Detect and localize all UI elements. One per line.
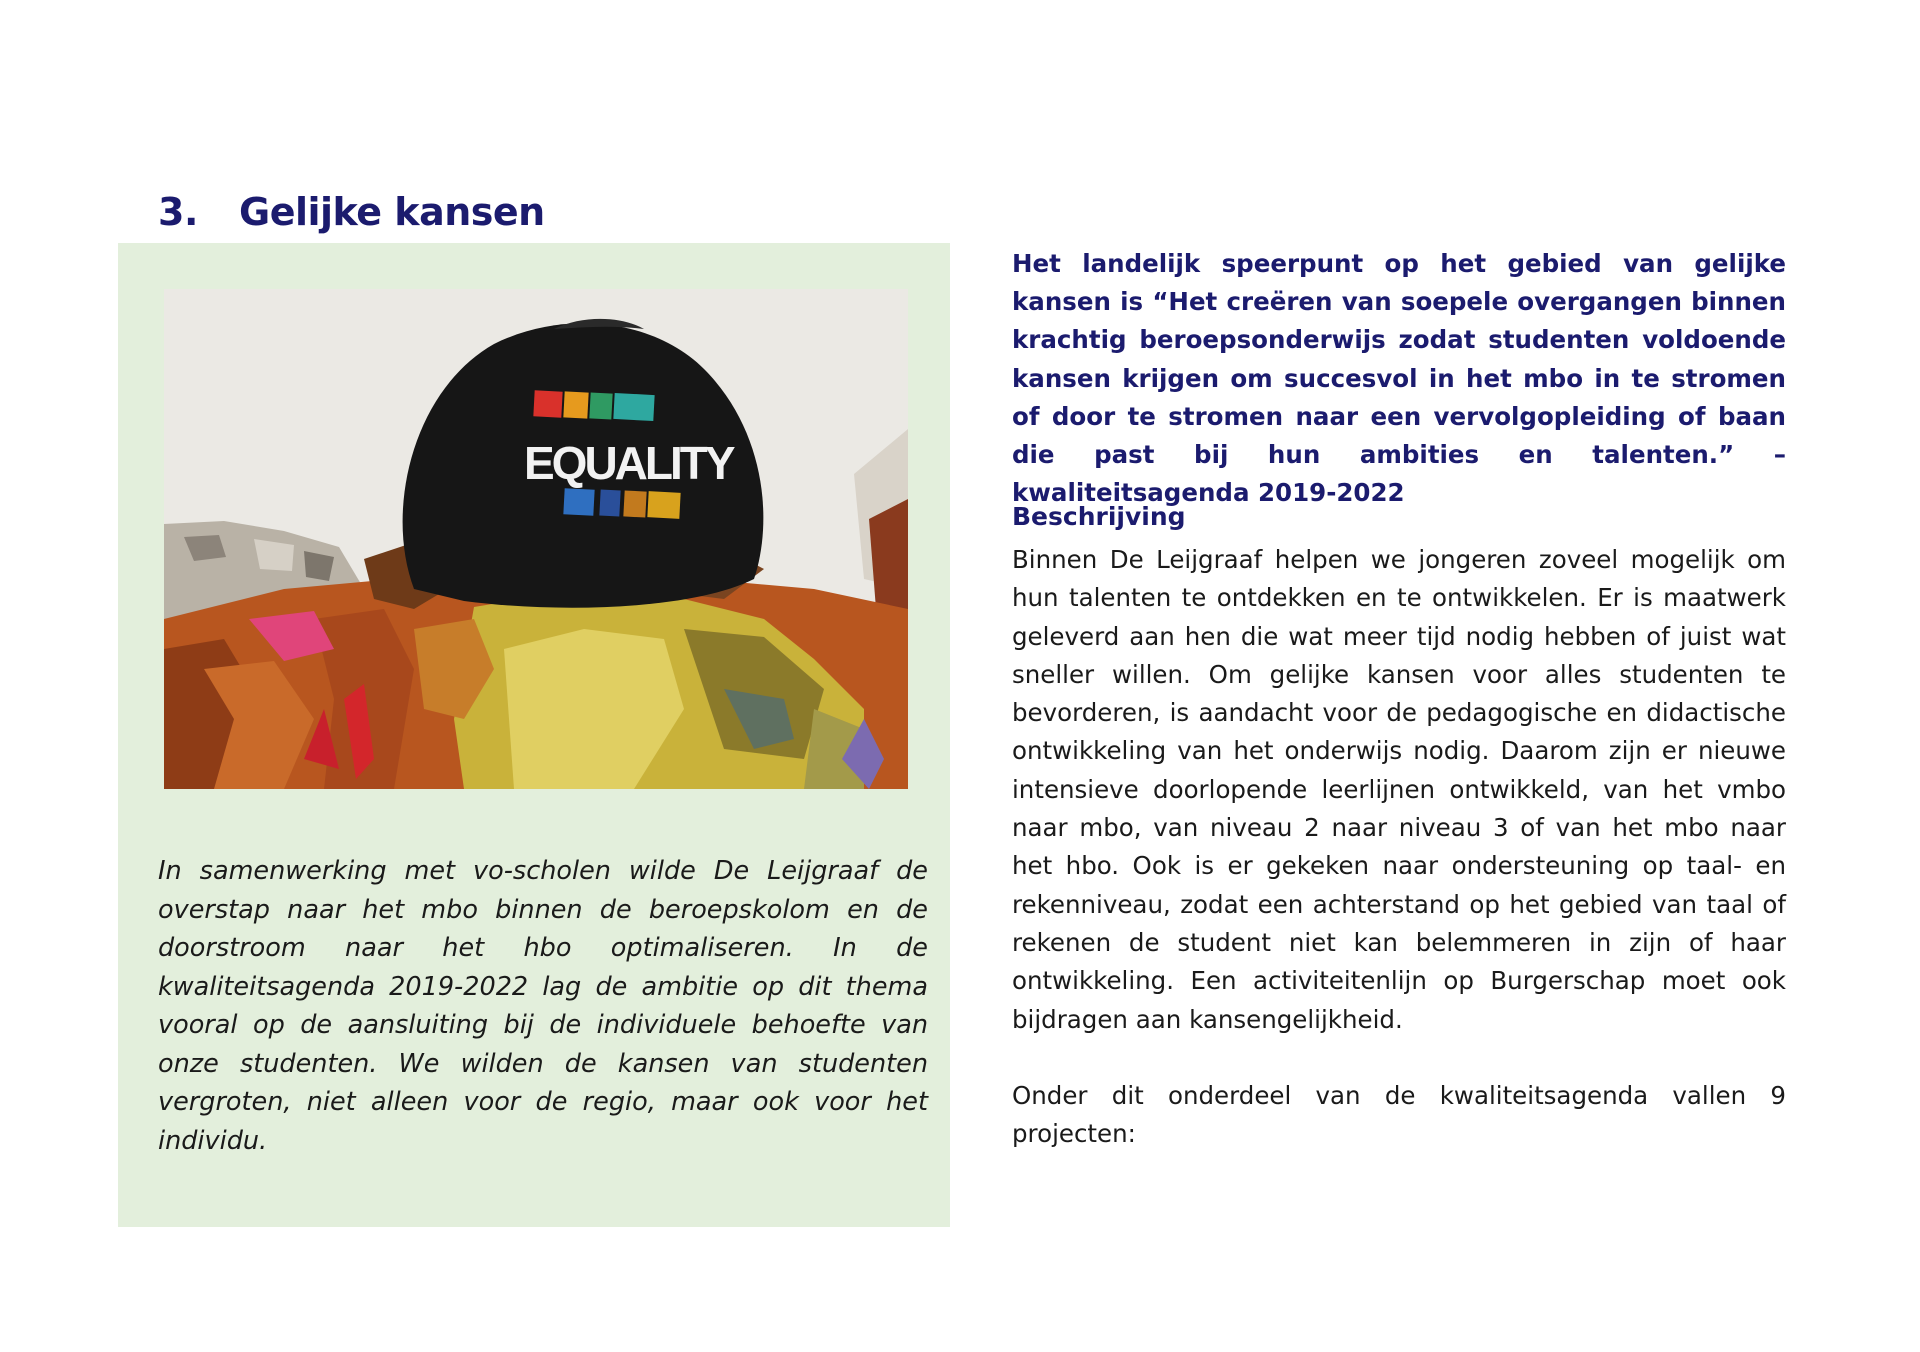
description-heading: Beschrijving [1012, 502, 1186, 531]
policy-quote: Het landelijk speerpunt op het gebied van gelijke kansen is “Het creëren van soepele overgangen binnen krachtig beroepsonderwijs zodat studenten voldoende kansen krijgen om succesvol in het mbo in te stromen of door te stromen naar een vervolgopleiding of baan die past bij hun ambities en talenten.” – kwaliteitsagenda 2019-2022 [1012, 249, 1786, 508]
section-heading [158, 190, 545, 234]
section-number: 3. [158, 190, 198, 234]
intro-italic-text: In samenwerking met vo-scholen wilde De Leijgraaf de overstap naar het mbo binnen de beroepskolom en de doorstroom naar het hbo optimaliseren. In de kwaliteitsagenda 2019-2022 lag de ambitie op dit thema vooral op de aansluiting bij de individuele behoefte van onze studenten. We wilden de kansen van studenten vergroten, niet alleen voor de regio, maar ook voor het individu. [158, 856, 928, 1156]
equality-cap-photo [164, 289, 908, 789]
description-text: Binnen De Leijgraaf helpen we jongeren zoveel mogelijk om hun talenten te ontdekken en te ontwikkelen. Er is maatwerk geleverd aan hen die wat meer tijd nodig hebben of juist wat sneller willen. Om gelijke kansen voor alles studenten te bevorderen, is aandacht voor de pedagogische en didactische ontwikkeling van het onderwijs nodig. Daarom zijn er nieuwe intensieve doorlopende leerlijnen ontwikkeld, van het vmbo naar mbo, van niveau 2 naar niveau 3 of van het mbo naar het hbo. Ook is er gekeken naar ondersteuning op taal- en rekenniveau, zodat een achterstand op het gebied van taal of rekenen de student niet kan belemmeren in zijn of haar ontwikkeling. Een activiteitenlijn op Burgerschap moet ook bijdragen aan kansengelijkheid. [1012, 545, 1786, 1034]
photo-illustration [164, 289, 908, 789]
section-title: Gelijke kansen [239, 190, 545, 234]
cap-text: EQUALITY [524, 437, 733, 489]
projects-text: Onder dit onderdeel van de kwaliteitsagenda vallen 9 projecten: [1012, 1081, 1786, 1149]
